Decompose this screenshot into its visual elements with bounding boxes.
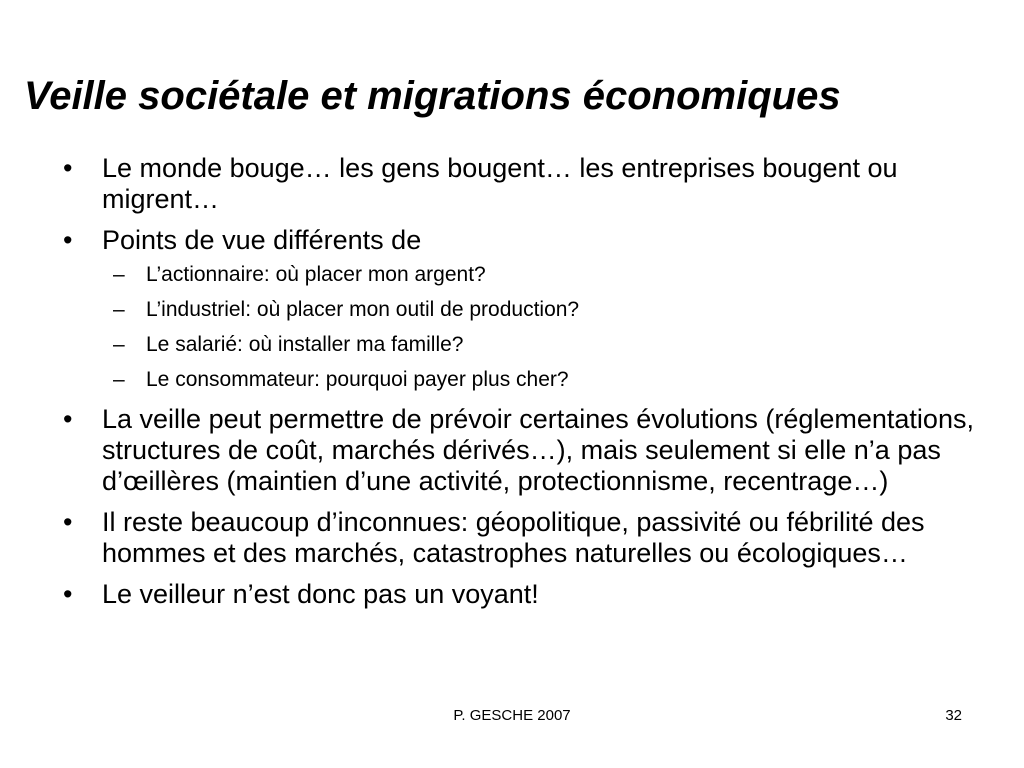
page-number: 32 bbox=[945, 707, 962, 724]
bullet-text: Le veilleur n’est donc pas un voyant! bbox=[102, 579, 539, 609]
dash-marker: – bbox=[113, 333, 125, 356]
bullet-marker: • bbox=[63, 507, 73, 537]
bullet-item bbox=[0, 507, 1024, 569]
bullet-marker: • bbox=[63, 404, 73, 434]
sub-bullet-text: Le consommateur: pourquoi payer plus cher? bbox=[146, 368, 569, 391]
bullet-text: Points de vue différents de bbox=[102, 225, 422, 255]
bullet-marker: • bbox=[63, 579, 73, 609]
bullet-item bbox=[0, 225, 1024, 256]
dash-marker: – bbox=[113, 368, 125, 391]
sub-bullet-item bbox=[0, 332, 1024, 357]
bullet-marker: • bbox=[63, 153, 73, 183]
sub-bullet-text: L’actionnaire: où placer mon argent? bbox=[146, 263, 486, 286]
sub-bullet-text: L’industriel: où placer mon outil de production? bbox=[146, 298, 580, 321]
sub-bullet-item bbox=[0, 297, 1024, 322]
bullet-marker: • bbox=[63, 225, 73, 255]
bullet-text: Le monde bouge… les gens bougent… les entreprises bougent ou migrent… bbox=[102, 153, 898, 214]
sub-bullet-item bbox=[0, 367, 1024, 392]
dash-marker: – bbox=[113, 263, 125, 286]
dash-marker: – bbox=[113, 298, 125, 321]
bullet-text: La veille peut permettre de prévoir certaines évolutions (réglementations, structures de coût, marchés dérivés…), mais seulement si elle n’a pas d’œillères (maintien d’une activité, protectionnisme, recentrage…) bbox=[102, 404, 974, 496]
bullet-item bbox=[0, 579, 1024, 610]
sub-bullet-item bbox=[0, 262, 1024, 287]
sub-bullet-text: Le salarié: où installer ma famille? bbox=[146, 333, 464, 356]
slide-body bbox=[0, 153, 1024, 620]
bullet-item bbox=[0, 404, 1024, 497]
footer-author: P. GESCHE 2007 bbox=[453, 707, 571, 724]
bullet-item bbox=[0, 153, 1024, 215]
slide-title: Veille sociétale et migrations économiques bbox=[24, 74, 841, 118]
bullet-text: Il reste beaucoup d’inconnues: géopolitique, passivité ou fébrilité des hommes et des marchés, catastrophes naturelles ou écologiques… bbox=[102, 507, 925, 568]
